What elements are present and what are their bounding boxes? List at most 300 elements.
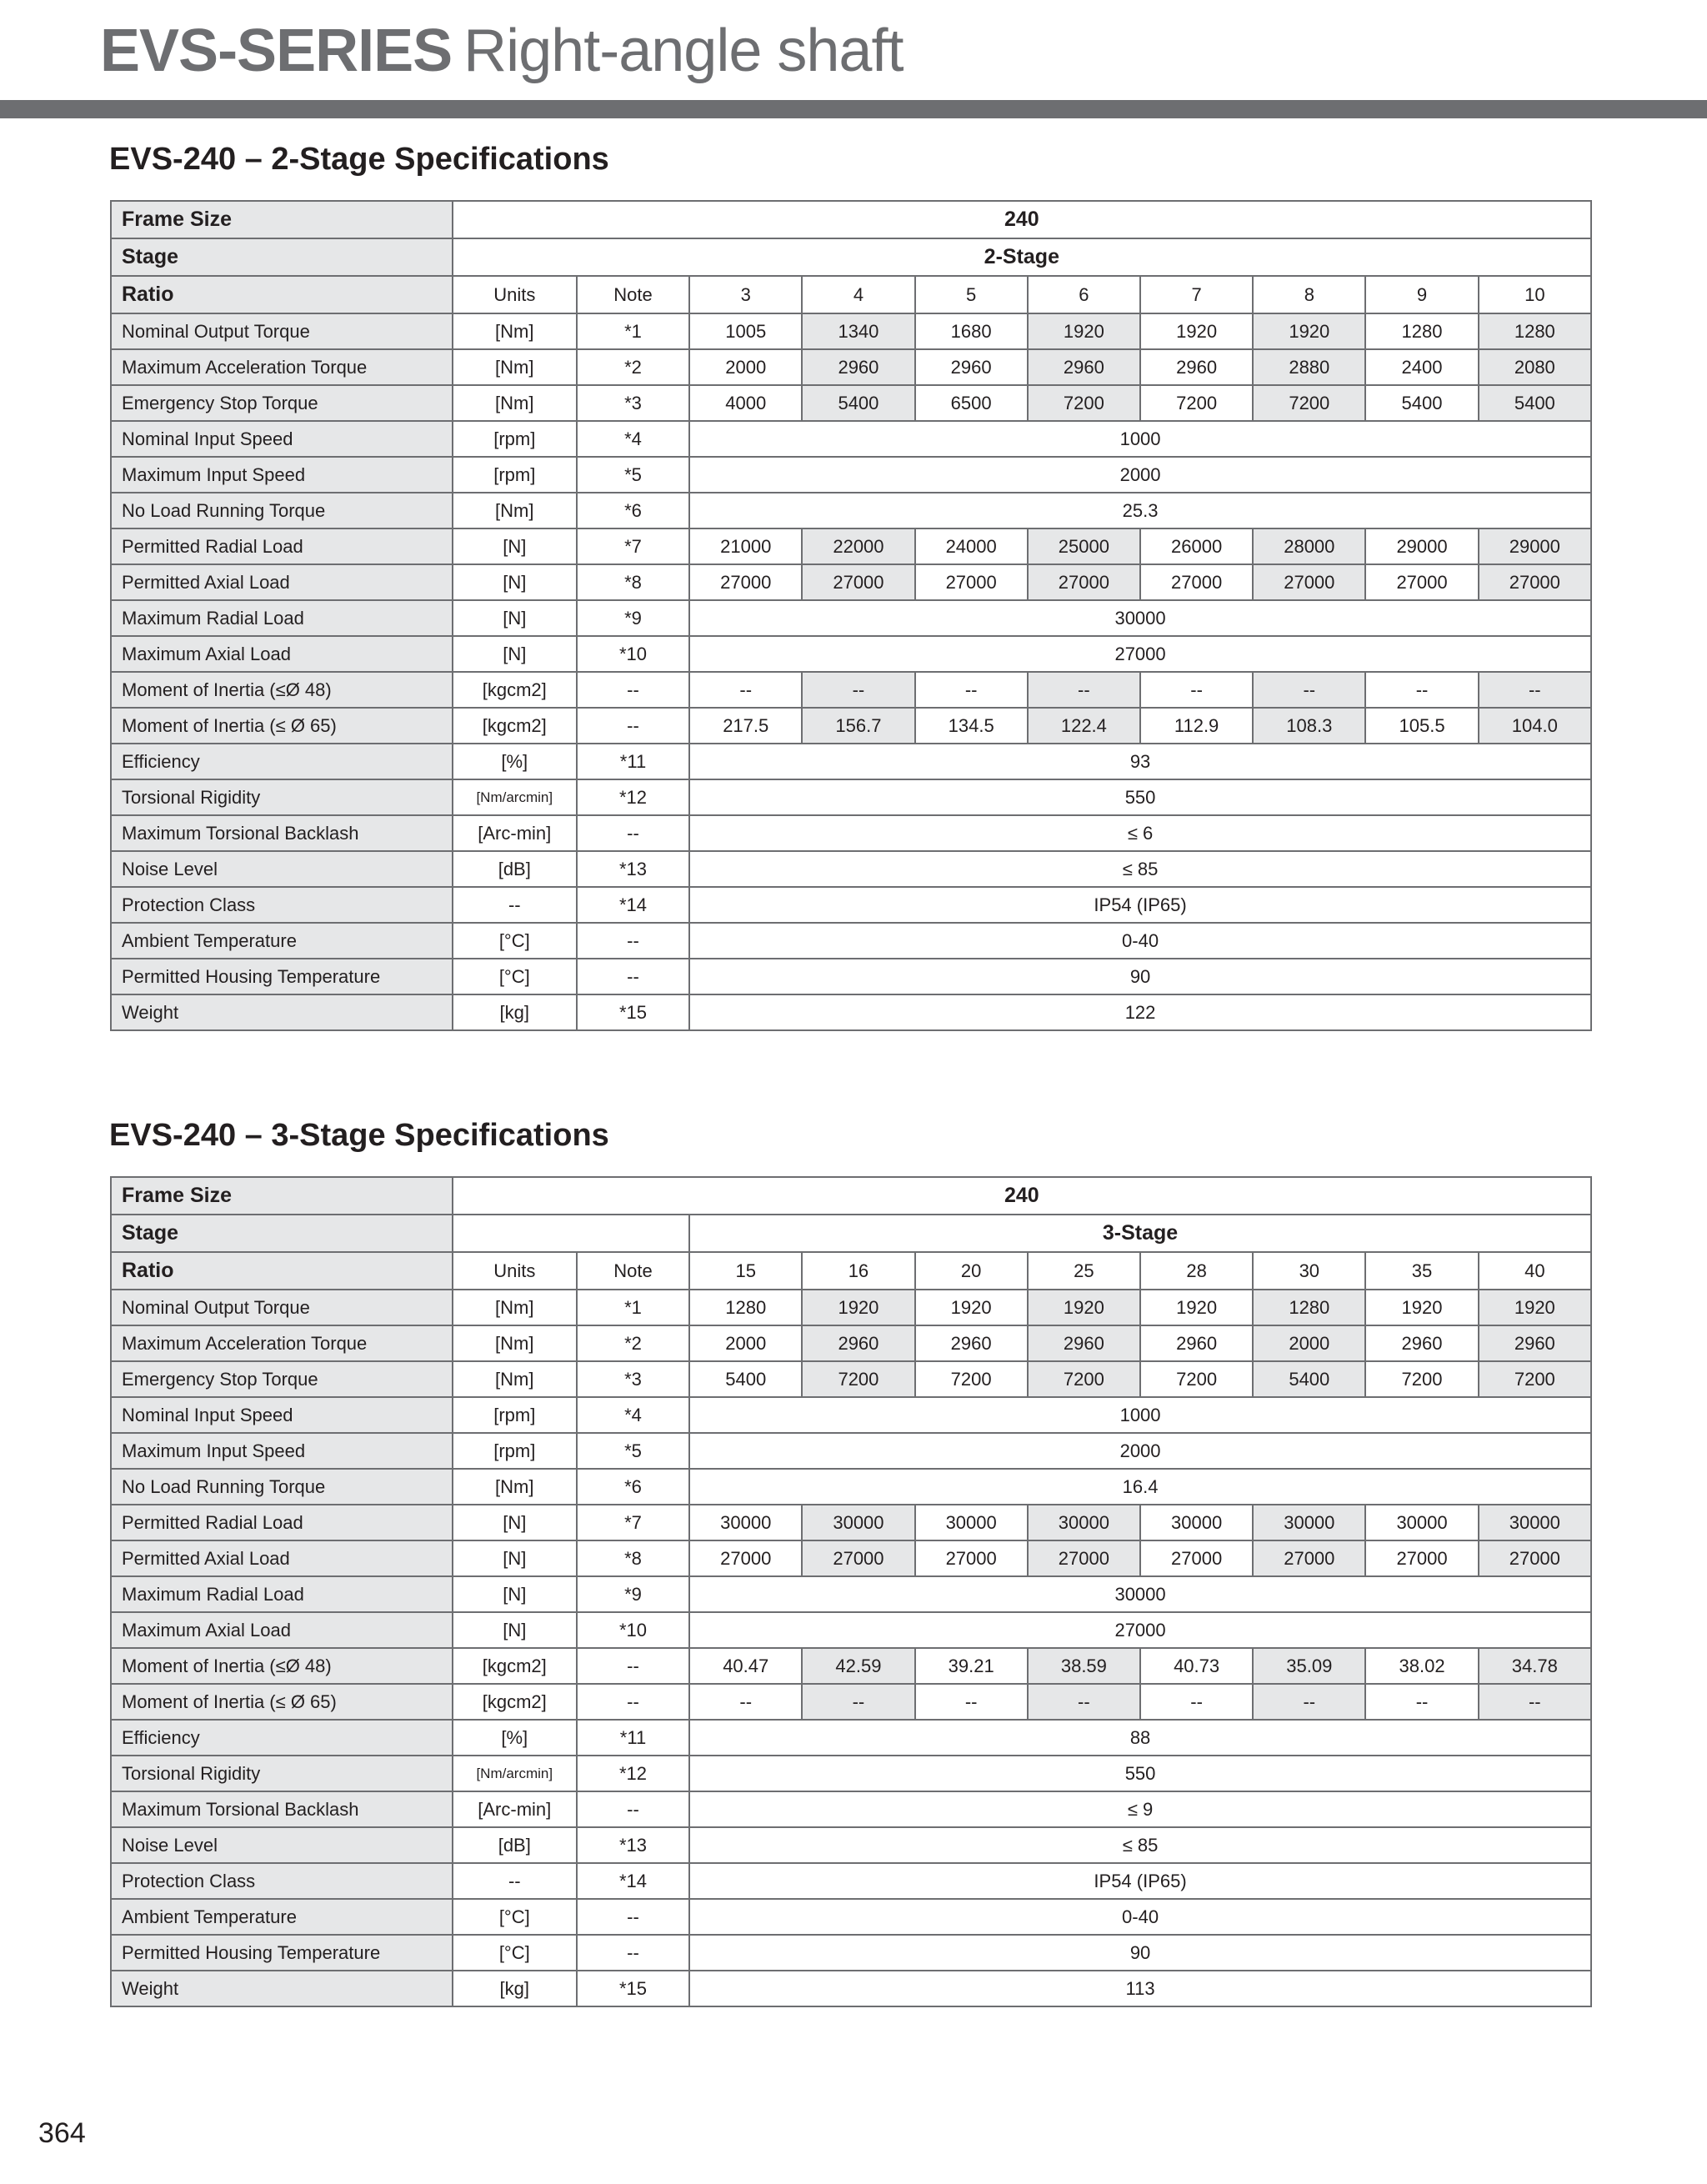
spec-label: Protection Class <box>111 1863 453 1899</box>
frame-size-label: Frame Size <box>111 201 453 238</box>
spec-value-cell: -- <box>1140 672 1253 708</box>
spec-value-cell: 30000 <box>1140 1505 1253 1540</box>
spec-value-cell: -- <box>689 1684 802 1720</box>
spec-row <box>111 959 1591 994</box>
spec-unit: [%] <box>453 1720 577 1756</box>
spec-note: *12 <box>577 779 689 815</box>
spec-value-cell: -- <box>802 1684 914 1720</box>
spec-value-cell: 27000 <box>689 564 802 600</box>
spec-row <box>111 851 1591 887</box>
spec-value-cell: 2000 <box>689 1325 802 1361</box>
spec-label: Maximum Axial Load <box>111 636 453 672</box>
spec-row <box>111 1648 1591 1684</box>
spec-value-cell: 1920 <box>1253 313 1365 349</box>
stage-label: Stage <box>111 238 453 276</box>
spec-value-span: 90 <box>689 959 1591 994</box>
spec-value-span: 2000 <box>689 457 1591 493</box>
spec-table-3-stage <box>110 1176 1592 2007</box>
spec-value-cell: 112.9 <box>1140 708 1253 744</box>
spec-value-cell: 30000 <box>915 1505 1028 1540</box>
spec-note: *14 <box>577 887 689 923</box>
spec-value-span: 90 <box>689 1935 1591 1971</box>
spec-note: *4 <box>577 1397 689 1433</box>
spec-value-cell: 27000 <box>915 1540 1028 1576</box>
spec-value-cell: 7200 <box>1365 1361 1478 1397</box>
spec-value-cell: -- <box>1365 1684 1478 1720</box>
spec-label: Maximum Torsional Backlash <box>111 1791 453 1827</box>
spec-unit: [rpm] <box>453 1433 577 1469</box>
spec-note: -- <box>577 708 689 744</box>
spec-label: Permitted Housing Temperature <box>111 1935 453 1971</box>
spec-value-cell: 2960 <box>1365 1325 1478 1361</box>
spec-value-cell: 27000 <box>1140 564 1253 600</box>
spec-value-span: ≤ 85 <box>689 851 1591 887</box>
spec-note: *15 <box>577 994 689 1030</box>
frame-size-label: Frame Size <box>111 1177 453 1215</box>
spec-value-cell: 27000 <box>1479 1540 1591 1576</box>
spec-row <box>111 1325 1591 1361</box>
spec-value-cell: 27000 <box>1479 564 1591 600</box>
spec-value-cell: 38.02 <box>1365 1648 1478 1684</box>
spec-row <box>111 528 1591 564</box>
spec-label: Moment of Inertia (≤ Ø 65) <box>111 1684 453 1720</box>
spec-note: -- <box>577 959 689 994</box>
ratio-cell: 5 <box>915 276 1028 313</box>
spec-value-cell: 28000 <box>1253 528 1365 564</box>
spec-row <box>111 636 1591 672</box>
spec-row <box>111 1971 1591 2006</box>
spec-value-cell: -- <box>1253 1684 1365 1720</box>
spec-value-cell: -- <box>915 1684 1028 1720</box>
spec-note: *7 <box>577 1505 689 1540</box>
spec-row <box>111 744 1591 779</box>
spec-table-body <box>111 201 1591 1030</box>
spec-row <box>111 1612 1591 1648</box>
stage-empty-cell <box>453 1215 689 1252</box>
frame-size-value: 240 <box>453 201 1591 238</box>
spec-value-cell: 30000 <box>689 1505 802 1540</box>
spec-value-cell: 21000 <box>689 528 802 564</box>
spec-label: Maximum Radial Load <box>111 1576 453 1612</box>
spec-note: *4 <box>577 421 689 457</box>
series-subtitle: Right-angle shaft <box>463 18 904 84</box>
spec-value-span: 1000 <box>689 421 1591 457</box>
spec-label: Torsional Rigidity <box>111 1756 453 1791</box>
spec-unit: [kgcm2] <box>453 1684 577 1720</box>
spec-label: Maximum Torsional Backlash <box>111 815 453 851</box>
spec-label: No Load Running Torque <box>111 493 453 528</box>
spec-label: Weight <box>111 1971 453 2006</box>
spec-row <box>111 421 1591 457</box>
spec-value-span: 550 <box>689 779 1591 815</box>
spec-note: *14 <box>577 1863 689 1899</box>
spec-note: -- <box>577 1899 689 1935</box>
spec-label: Maximum Radial Load <box>111 600 453 636</box>
spec-note: *13 <box>577 851 689 887</box>
spec-label: Efficiency <box>111 744 453 779</box>
spec-value-cell: 27000 <box>1140 1540 1253 1576</box>
spec-note: *3 <box>577 1361 689 1397</box>
spec-value-cell: 25000 <box>1028 528 1140 564</box>
spec-label: Nominal Input Speed <box>111 421 453 457</box>
spec-note: -- <box>577 1935 689 1971</box>
note-header: Note <box>577 276 689 313</box>
spec-unit: [°C] <box>453 959 577 994</box>
spec-value-cell: 1920 <box>915 1290 1028 1325</box>
spec-unit: [Nm] <box>453 493 577 528</box>
spec-value-cell: 30000 <box>802 1505 914 1540</box>
stage-value: 3-Stage <box>689 1215 1591 1252</box>
spec-note: -- <box>577 923 689 959</box>
spec-value-cell: 2960 <box>802 1325 914 1361</box>
spec-unit: [dB] <box>453 1827 577 1863</box>
spec-label: Permitted Axial Load <box>111 1540 453 1576</box>
spec-label: Maximum Acceleration Torque <box>111 1325 453 1361</box>
spec-value-cell: 29000 <box>1365 528 1478 564</box>
spec-value-cell: 7200 <box>915 1361 1028 1397</box>
spec-value-cell: 2000 <box>1253 1325 1365 1361</box>
spec-label: Maximum Input Speed <box>111 1433 453 1469</box>
spec-value-cell: 6500 <box>915 385 1028 421</box>
spec-unit: [°C] <box>453 923 577 959</box>
spec-value-cell: 2960 <box>1028 1325 1140 1361</box>
spec-label: Maximum Axial Load <box>111 1612 453 1648</box>
spec-value-cell: 27000 <box>1028 1540 1140 1576</box>
ratio-label: Ratio <box>111 1252 453 1290</box>
ratio-cell: 16 <box>802 1252 914 1290</box>
spec-row <box>111 887 1591 923</box>
spec-value-cell: 7200 <box>1028 385 1140 421</box>
spec-note: -- <box>577 1684 689 1720</box>
spec-value-cell: 1920 <box>1140 1290 1253 1325</box>
spec-note: *15 <box>577 1971 689 2006</box>
ratio-cell: 3 <box>689 276 802 313</box>
spec-value-cell: 2880 <box>1253 349 1365 385</box>
spec-unit: [Nm] <box>453 1361 577 1397</box>
spec-label: Noise Level <box>111 1827 453 1863</box>
spec-value-span: 16.4 <box>689 1469 1591 1505</box>
ratio-row <box>111 276 1591 313</box>
spec-row <box>111 1433 1591 1469</box>
spec-value-cell: 2960 <box>1479 1325 1591 1361</box>
ratio-cell: 8 <box>1253 276 1365 313</box>
spec-unit: -- <box>453 887 577 923</box>
spec-row <box>111 1576 1591 1612</box>
spec-label: Emergency Stop Torque <box>111 1361 453 1397</box>
spec-value-cell: 42.59 <box>802 1648 914 1684</box>
spec-unit: [Nm] <box>453 313 577 349</box>
ratio-cell: 9 <box>1365 276 1478 313</box>
stage-row <box>111 1215 1591 1252</box>
spec-value-cell: 4000 <box>689 385 802 421</box>
spec-note: *3 <box>577 385 689 421</box>
spec-label: Maximum Input Speed <box>111 457 453 493</box>
spec-value-cell: 35.09 <box>1253 1648 1365 1684</box>
spec-note: *8 <box>577 564 689 600</box>
spec-unit: [rpm] <box>453 421 577 457</box>
spec-label: Moment of Inertia (≤ Ø 65) <box>111 708 453 744</box>
spec-unit: [dB] <box>453 851 577 887</box>
spec-unit: [N] <box>453 600 577 636</box>
spec-label: Permitted Radial Load <box>111 528 453 564</box>
spec-value-cell: 40.47 <box>689 1648 802 1684</box>
spec-label: Moment of Inertia (≤Ø 48) <box>111 672 453 708</box>
spec-label: Efficiency <box>111 1720 453 1756</box>
spec-unit: [kg] <box>453 1971 577 2006</box>
spec-unit: [N] <box>453 1540 577 1576</box>
spec-value-cell: 108.3 <box>1253 708 1365 744</box>
spec-value-cell: 105.5 <box>1365 708 1478 744</box>
spec-value-cell: 1280 <box>1479 313 1591 349</box>
spec-row <box>111 564 1591 600</box>
spec-value-cell: 7200 <box>802 1361 914 1397</box>
spec-unit: [N] <box>453 528 577 564</box>
spec-value-cell: 30000 <box>1365 1505 1478 1540</box>
spec-value-cell: 39.21 <box>915 1648 1028 1684</box>
spec-value-cell: 1680 <box>915 313 1028 349</box>
spec-row <box>111 385 1591 421</box>
spec-value-cell: 30000 <box>1028 1505 1140 1540</box>
spec-value-cell: 24000 <box>915 528 1028 564</box>
spec-label: Permitted Axial Load <box>111 564 453 600</box>
spec-unit: [°C] <box>453 1935 577 1971</box>
spec-row <box>111 708 1591 744</box>
spec-value-cell: 22000 <box>802 528 914 564</box>
spec-label: Ambient Temperature <box>111 1899 453 1935</box>
ratio-cell: 30 <box>1253 1252 1365 1290</box>
spec-row <box>111 1756 1591 1791</box>
spec-row <box>111 349 1591 385</box>
spec-note: *10 <box>577 636 689 672</box>
ratio-cell: 40 <box>1479 1252 1591 1290</box>
ratio-cell: 4 <box>802 276 914 313</box>
spec-value-span: 27000 <box>689 636 1591 672</box>
stage-value: 2-Stage <box>453 238 1591 276</box>
spec-label: Torsional Rigidity <box>111 779 453 815</box>
spec-unit: [kgcm2] <box>453 708 577 744</box>
spec-unit: [Nm/arcmin] <box>453 779 577 815</box>
spec-unit: [Nm] <box>453 349 577 385</box>
spec-value-cell: 27000 <box>689 1540 802 1576</box>
spec-value-cell: -- <box>1028 1684 1140 1720</box>
spec-value-cell: 1920 <box>1140 313 1253 349</box>
spec-note: *5 <box>577 1433 689 1469</box>
spec-value-span: 122 <box>689 994 1591 1030</box>
spec-note: *8 <box>577 1540 689 1576</box>
spec-value-span: ≤ 6 <box>689 815 1591 851</box>
spec-value-cell: 7200 <box>1140 385 1253 421</box>
spec-value-span: 25.3 <box>689 493 1591 528</box>
spec-unit: [Arc-min] <box>453 815 577 851</box>
spec-note: *5 <box>577 457 689 493</box>
spec-value-span: 0-40 <box>689 1899 1591 1935</box>
spec-value-cell: 134.5 <box>915 708 1028 744</box>
spec-row <box>111 779 1591 815</box>
spec-note: *11 <box>577 1720 689 1756</box>
page-number: 364 <box>38 2117 86 2149</box>
spec-row <box>111 493 1591 528</box>
spec-unit: [N] <box>453 1612 577 1648</box>
spec-row <box>111 1290 1591 1325</box>
spec-row <box>111 600 1591 636</box>
spec-value-cell: 5400 <box>1253 1361 1365 1397</box>
spec-label: Nominal Output Torque <box>111 313 453 349</box>
ratio-cell: 35 <box>1365 1252 1478 1290</box>
spec-unit: [°C] <box>453 1899 577 1935</box>
spec-note: *6 <box>577 1469 689 1505</box>
note-header: Note <box>577 1252 689 1290</box>
spec-unit: [Arc-min] <box>453 1791 577 1827</box>
spec-label: Emergency Stop Torque <box>111 385 453 421</box>
section-title-2-stage: EVS-240 – 2-Stage Specifications <box>109 142 609 177</box>
spec-note: *2 <box>577 1325 689 1361</box>
spec-row <box>111 1863 1591 1899</box>
spec-value-cell: 7200 <box>1479 1361 1591 1397</box>
spec-label: Noise Level <box>111 851 453 887</box>
spec-value-cell: 1920 <box>1479 1290 1591 1325</box>
spec-unit: [kg] <box>453 994 577 1030</box>
spec-value-cell: 27000 <box>915 564 1028 600</box>
spec-note: *11 <box>577 744 689 779</box>
ratio-row <box>111 1252 1591 1290</box>
spec-value-cell: 1005 <box>689 313 802 349</box>
spec-value-cell: 5400 <box>802 385 914 421</box>
spec-row <box>111 1469 1591 1505</box>
spec-value-cell: 2080 <box>1479 349 1591 385</box>
spec-label: Maximum Acceleration Torque <box>111 349 453 385</box>
spec-value-cell: 1920 <box>1028 1290 1140 1325</box>
spec-value-cell: -- <box>1479 1684 1591 1720</box>
spec-value-cell: 26000 <box>1140 528 1253 564</box>
spec-note: *1 <box>577 1290 689 1325</box>
spec-value-cell: 30000 <box>1253 1505 1365 1540</box>
ratio-cell: 25 <box>1028 1252 1140 1290</box>
stage-row <box>111 238 1591 276</box>
spec-note: *6 <box>577 493 689 528</box>
spec-unit: [Nm] <box>453 385 577 421</box>
spec-row <box>111 1720 1591 1756</box>
spec-value-cell: 27000 <box>1253 1540 1365 1576</box>
spec-row <box>111 672 1591 708</box>
spec-label: Permitted Radial Load <box>111 1505 453 1540</box>
frame-size-row <box>111 201 1591 238</box>
spec-value-cell: 1340 <box>802 313 914 349</box>
spec-table-body <box>111 1177 1591 2006</box>
spec-unit: [%] <box>453 744 577 779</box>
spec-value-cell: -- <box>802 672 914 708</box>
spec-value-cell: 7200 <box>1140 1361 1253 1397</box>
spec-row <box>111 1684 1591 1720</box>
spec-unit: [N] <box>453 564 577 600</box>
ratio-cell: 15 <box>689 1252 802 1290</box>
spec-note: *9 <box>577 600 689 636</box>
spec-label: Permitted Housing Temperature <box>111 959 453 994</box>
ratio-cell: 10 <box>1479 276 1591 313</box>
spec-unit: [N] <box>453 1576 577 1612</box>
spec-value-cell: 7200 <box>1028 1361 1140 1397</box>
spec-unit: [Nm] <box>453 1469 577 1505</box>
spec-value-cell: 2960 <box>802 349 914 385</box>
spec-note: *9 <box>577 1576 689 1612</box>
spec-row <box>111 815 1591 851</box>
spec-unit: [N] <box>453 636 577 672</box>
spec-value-cell: 27000 <box>802 564 914 600</box>
spec-value-cell: 2960 <box>1140 349 1253 385</box>
spec-row <box>111 1505 1591 1540</box>
spec-value-cell: -- <box>1365 672 1478 708</box>
spec-label: Ambient Temperature <box>111 923 453 959</box>
spec-value-cell: -- <box>1253 672 1365 708</box>
spec-value-span: 30000 <box>689 600 1591 636</box>
spec-value-cell: 30000 <box>1479 1505 1591 1540</box>
spec-note: -- <box>577 1648 689 1684</box>
spec-label: No Load Running Torque <box>111 1469 453 1505</box>
spec-value-cell: 7200 <box>1253 385 1365 421</box>
spec-value-cell: 2000 <box>689 349 802 385</box>
series-title: EVS-SERIES <box>100 18 453 84</box>
ratio-cell: 7 <box>1140 276 1253 313</box>
spec-note: *2 <box>577 349 689 385</box>
spec-row <box>111 1899 1591 1935</box>
spec-note: *12 <box>577 1756 689 1791</box>
page-header <box>100 17 903 100</box>
spec-value-span: ≤ 9 <box>689 1791 1591 1827</box>
spec-value-cell: 1280 <box>1253 1290 1365 1325</box>
spec-unit: -- <box>453 1863 577 1899</box>
spec-value-cell: 217.5 <box>689 708 802 744</box>
spec-label: Protection Class <box>111 887 453 923</box>
spec-unit: [Nm/arcmin] <box>453 1756 577 1791</box>
spec-note: -- <box>577 815 689 851</box>
spec-unit: [Nm] <box>453 1325 577 1361</box>
spec-value-cell: 1280 <box>689 1290 802 1325</box>
spec-value-span: 30000 <box>689 1576 1591 1612</box>
spec-unit: [N] <box>453 1505 577 1540</box>
units-header: Units <box>453 276 577 313</box>
spec-value-span: IP54 (IP65) <box>689 1863 1591 1899</box>
spec-value-cell: 104.0 <box>1479 708 1591 744</box>
spec-label: Nominal Output Torque <box>111 1290 453 1325</box>
spec-value-cell: 5400 <box>1479 385 1591 421</box>
spec-value-cell: 27000 <box>1253 564 1365 600</box>
spec-value-cell: 27000 <box>1365 564 1478 600</box>
spec-row <box>111 1935 1591 1971</box>
ratio-cell: 6 <box>1028 276 1140 313</box>
spec-value-span: 550 <box>689 1756 1591 1791</box>
spec-value-span: ≤ 85 <box>689 1827 1591 1863</box>
spec-note: *7 <box>577 528 689 564</box>
spec-value-cell: 27000 <box>1028 564 1140 600</box>
frame-size-value: 240 <box>453 1177 1591 1215</box>
spec-value-span: 88 <box>689 1720 1591 1756</box>
ratio-label: Ratio <box>111 276 453 313</box>
spec-value-span: 113 <box>689 1971 1591 2006</box>
spec-row <box>111 923 1591 959</box>
spec-value-span: 0-40 <box>689 923 1591 959</box>
spec-row <box>111 1397 1591 1433</box>
spec-value-cell: -- <box>1028 672 1140 708</box>
spec-value-span: 2000 <box>689 1433 1591 1469</box>
spec-note: -- <box>577 672 689 708</box>
spec-label: Moment of Inertia (≤Ø 48) <box>111 1648 453 1684</box>
spec-row <box>111 1361 1591 1397</box>
spec-value-cell: 38.59 <box>1028 1648 1140 1684</box>
spec-row <box>111 1791 1591 1827</box>
spec-unit: [kgcm2] <box>453 672 577 708</box>
spec-label: Weight <box>111 994 453 1030</box>
spec-value-cell: -- <box>1140 1684 1253 1720</box>
spec-note: -- <box>577 1791 689 1827</box>
